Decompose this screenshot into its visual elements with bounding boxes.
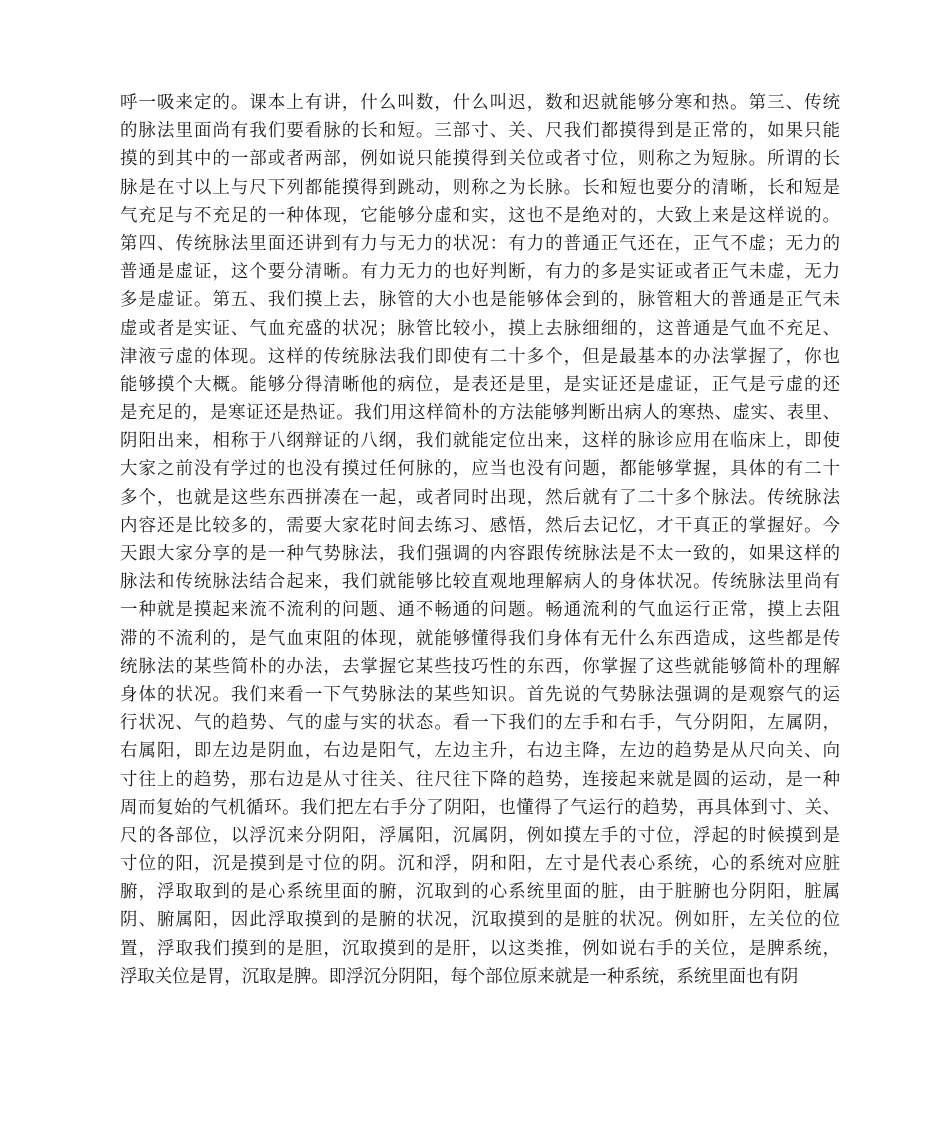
text-line: 脉法和传统脉法结合起来，我们就能够比较直观地理解病人的身体状况。传统脉法里尚有 bbox=[120, 572, 840, 593]
text-line: 寸位的阳，沉是摸到是寸位的阴。沉和浮，阴和阳，左寸是代表心系统，心的系统对应脏 bbox=[120, 854, 840, 875]
text-line: 行状况、气的趋势、气的虚与实的状态。看一下我们的左手和右手，气分阴阳，左属阴， bbox=[120, 713, 840, 734]
text-line: 阴、腑属阳，因此浮取摸到的是腑的状况，沉取摸到的是脏的状况。例如肝，左关位的位 bbox=[120, 910, 840, 931]
text-line: 尺的各部位，以浮沉来分阴阳，浮属阳，沉属阴，例如摸左手的寸位，浮起的时候摸到是 bbox=[120, 825, 840, 846]
text-line: 津液亏虚的体现。这样的传统脉法我们即使有二十多个，但是最基本的办法掌握了，你也 bbox=[120, 346, 840, 367]
text-line: 是充足的，是寒证还是热证。我们用这样简朴的方法能够判断出病人的寒热、虚实、表里、 bbox=[120, 403, 840, 424]
text-line: 虚或者是实证、气血充盛的状况；脉管比较小，摸上去脉细细的，这普通是气血不充足、 bbox=[120, 318, 840, 339]
text-line: 一种就是摸起来流不流利的问题、通不畅通的问题。畅通流利的气血运行正常，摸上去阻 bbox=[120, 600, 840, 621]
text-line: 右属阳，即左边是阴血，右边是阳气，左边主升，右边主降，左边的趋势是从尺向关、向 bbox=[120, 741, 840, 762]
text-line: 能够摸个大概。能够分得清晰他的病位，是表还是里，是实证还是虚证，正气是亏虚的还 bbox=[120, 374, 840, 395]
text-line: 腑，浮取取到的是心系统里面的腑，沉取到的心系统里面的脏，由于脏腑也分阴阳，脏属 bbox=[120, 882, 840, 903]
text-line: 脉是在寸以上与尺下列都能摸得到跳动，则称之为长脉。长和短也要分的清晰，长和短是 bbox=[120, 177, 840, 198]
text-line: 置，浮取我们摸到的是胆，沉取摸到的是肝，以这类推，例如说右手的关位，是脾系统， bbox=[120, 938, 840, 959]
text-line: 第四、传统脉法里面还讲到有力与无力的状况：有力的普通正气还在，正气不虚；无力的 bbox=[120, 233, 840, 254]
text-line: 的脉法里面尚有我们要看脉的长和短。三部寸、关、尺我们都摸得到是正常的，如果只能 bbox=[120, 121, 840, 142]
text-line: 摸的到其中的一部或者两部，例如说只能摸得到关位或者寸位，则称之为短脉。所谓的长 bbox=[120, 149, 840, 170]
text-line: 浮取关位是胃，沉取是脾。即浮沉分阴阳，每个部位原来就是一种系统，系统里面也有阴 bbox=[120, 966, 799, 987]
text-line: 气充足与不充足的一种体现，它能够分虚和实，这也不是绝对的，大致上来是这样说的。 bbox=[120, 205, 840, 226]
text-line: 身体的状况。我们来看一下气势脉法的某些知识。首先说的气势脉法强调的是观察气的运 bbox=[120, 684, 840, 705]
text-line: 寸往上的趋势，那右边是从寸往关、往尺往下降的趋势，连接起来就是圆的运动，是一种 bbox=[120, 769, 840, 790]
text-line: 滞的不流利的，是气血束阻的体现，就能够懂得我们身体有无什么东西造成，这些都是传 bbox=[120, 628, 840, 649]
text-line: 大家之前没有学过的也没有摸过任何脉的，应当也没有问题，都能够掌握，具体的有二十 bbox=[120, 459, 840, 480]
text-line: 统脉法的某些简朴的办法，去掌握它某些技巧性的东西，你掌握了这些就能够简朴的理解 bbox=[120, 656, 840, 677]
text-line: 天跟大家分享的是一种气势脉法，我们强调的内容跟传统脉法是不太一致的，如果这样的 bbox=[120, 544, 840, 564]
text-line: 阴阳出来，相称于八纲辩证的八纲，我们就能定位出来，这样的脉诊应用在临床上，即使 bbox=[120, 431, 840, 452]
text-line: 周而复始的气机循环。我们把左右手分了阴阳，也懂得了气运行的趋势，再具体到寸、关、 bbox=[120, 797, 840, 818]
text-line: 内容还是比较多的，需要大家花时间去练习、感悟，然后去记忆，才干真正的掌握好。今 bbox=[120, 515, 840, 536]
text-line: 多是虚证。第五、我们摸上去，脉管的大小也是能够体会到的，脉管粗大的普通是正气未 bbox=[120, 290, 840, 311]
text-line: 普通是虚证，这个要分清晰。有力无力的也好判断，有力的多是实证或者正气未虚，无力 bbox=[120, 262, 840, 283]
body-text bbox=[120, 89, 840, 991]
text-line: 多个，也就是这些东西拼凑在一起，或者同时出现，然后就有了二十多个脉法。传统脉法 bbox=[120, 487, 840, 508]
text-line: 呼一吸来定的。课本上有讲，什么叫数，什么叫迟，数和迟就能够分寒和热。第三、传统 bbox=[120, 93, 840, 113]
